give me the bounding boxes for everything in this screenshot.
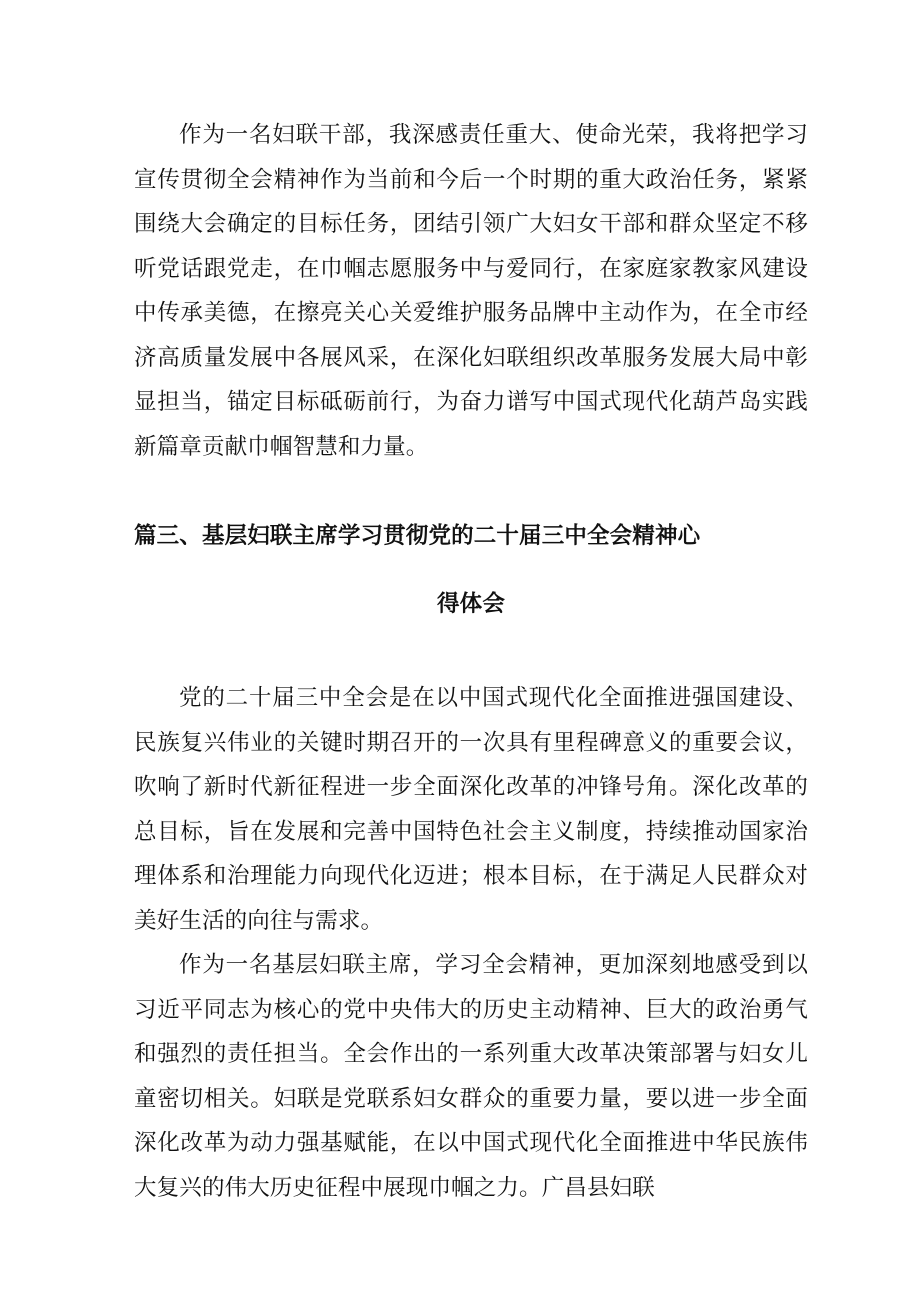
spacer — [134, 469, 808, 514]
section-heading-line1: 篇三、基层妇联主席学习贯彻党的二十届三中全会精神心 — [134, 523, 701, 549]
section-heading — [134, 514, 808, 626]
section-heading-line2: 得体会 — [437, 590, 505, 617]
intro-paragraph: 作为一名妇联干部，我深感责任重大、使命光荣，我将把学习宣传贯彻全会精神作为当前和今后一个时期的重大政治任务，紧紧围绕大会确定的目标任务，团结引领广大妇女干部和群众坚定不移听党话跟党走，在巾帼志愿服务中与爱同行，在家庭家教家风建设中传承美德，在擦亮关心关爱维护服务品牌中主动作为，在全市经济高质量发展中各展风采，在深化妇联组织改革服务发展大局中彰显担当，锚定目标砥砺前行，为奋力谱写中国式现代化葫芦岛实践新篇章贡献巾帼智慧和力量。 — [134, 122, 808, 460]
spacer — [134, 626, 808, 676]
body-paragraph-1: 党的二十届三中全会是在以中国式现代化全面推进强国建设、民族复兴伟业的关键时期召开的一次具有里程碑意义的重要会议，吹响了新时代新征程进一步全面深化改革的冲锋号角。深化改革的总目标，旨在发展和完善中国特色社会主义制度，持续推动国家治理体系和治理能力向现代化迈进；根本目标，在于满足人民群众对美好生活的向往与需求。 — [134, 685, 808, 934]
body-paragraph-2: 作为一名基层妇联主席，学习全会精神，更加深刻地感受到以习近平同志为核心的党中央伟大的历史主动精神、巨大的政治勇气和强烈的责任担当。全会作出的一系列重大改革决策部署与妇女儿童密切相关。妇联是党联系妇女群众的重要力量，要以进一步全面深化改革为动力强基赋能，在以中国式现代化全面推进中华民族伟大复兴的伟大历史征程中展现巾帼之力。广昌县妇联 — [134, 952, 808, 1201]
